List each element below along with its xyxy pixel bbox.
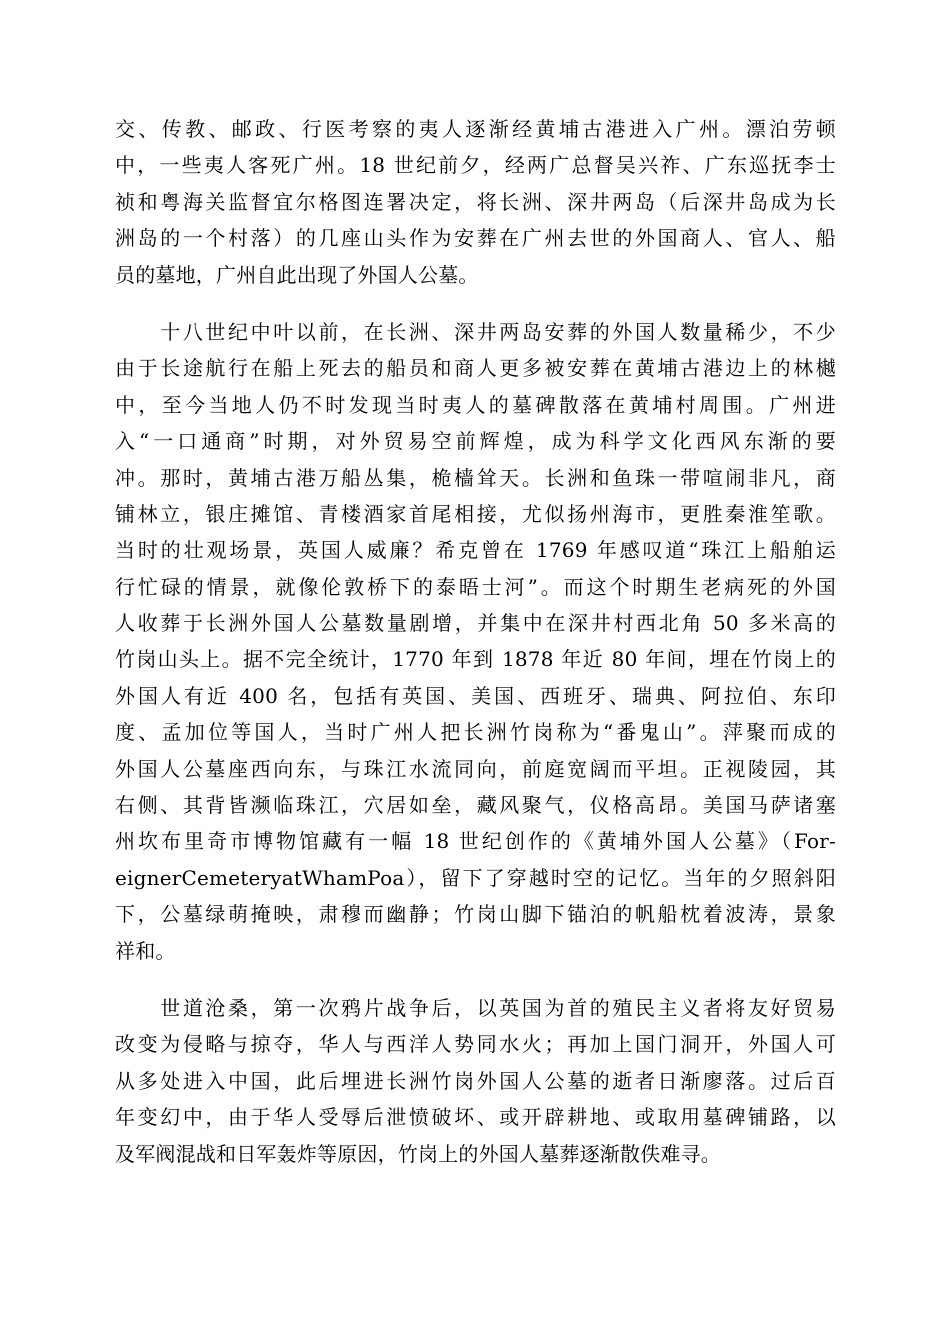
- text-line: 度、孟加位等国人，当时广州人把长洲竹岗称为“番鬼山”。萍聚而成的: [115, 720, 836, 745]
- text-line: 中，一些夷人客死广州。18 世纪前夕，经两广总督吴兴祚、广东巡抚李士: [115, 153, 836, 178]
- document-page: [115, 111, 836, 1172]
- paragraph-gap: [115, 293, 836, 314]
- text-line: 从多处进入中国，此后埋进长洲竹岗外国人公墓的逝者日渐廖落。过后百: [115, 1068, 836, 1093]
- text-line: 竹岗山头上。据不完全统计，1770 年到 1878 年近 80 年间，埋在竹岗上的: [115, 647, 836, 672]
- text-line: 改变为侵略与掠夺，华人与西洋人势同水火；再加上国门洞开，外国人可: [115, 1032, 836, 1057]
- text-line: 外国人公墓座西向东，与珠江水流同向，前庭宽阔而平坦。正视陵园，其: [115, 756, 836, 781]
- text-line: 由于长途航行在船上死去的船员和商人更多被安葬在黄埔古港边上的林樾: [115, 356, 836, 381]
- text-line: 人收葬于长洲外国人公墓数量剧增，并集中在深井村西北角 50 多米高的: [115, 611, 836, 636]
- text-line: 员的墓地，广州自此出现了外国人公墓。: [115, 262, 479, 287]
- text-line: 中，至今当地人仍不时发现当时夷人的墓碑散落在黄埔村周围。广州进: [115, 392, 836, 417]
- paragraph-3: [115, 990, 836, 1172]
- text-line: 交、传教、邮政、行医考察的夷人逐渐经黄埔古港进入广州。漂泊劳顿: [115, 117, 836, 141]
- text-line: 祯和粤海关监督宜尔格图连署决定，将长洲、深井两岛（后深井岛成为长: [115, 189, 836, 214]
- text-line: 外国人有近 400 名，包括有英国、美国、西班牙、瑞典、阿拉伯、东印: [115, 683, 836, 708]
- text-line: 年变幻中，由于华人受辱后泄愤破坏、或开辟耕地、或取用墓碑铺路，以: [115, 1105, 836, 1130]
- text-line: 洲岛的一个村落）的几座山头作为安葬在广州去世的外国商人、官人、船: [115, 226, 836, 251]
- text-line: 下，公墓绿萌掩映，肃穆而幽静；竹岗山脚下锚泊的帆船枕着波涛，景象: [115, 902, 836, 927]
- text-line: 行忙碌的情景，就像伦敦桥下的泰晤士河”。而这个时期生老病死的外国: [115, 574, 836, 599]
- paragraph-2: [115, 314, 836, 969]
- text-line: 当时的壮观场景，英国人威廉？希克曾在 1769 年感叹道“珠江上船舶运: [115, 538, 836, 563]
- text-line: 冲。那时，黄埔古港万船丛集，桅樯耸天。长洲和鱼珠一带喧闹非凡，商: [115, 465, 836, 490]
- text-line: 十八世纪中叶以前，在长洲、深井两岛安葬的外国人数量稀少，不少: [115, 319, 836, 344]
- text-line: eignerCemeteryatWhamPoa），留下了穿越时空的记忆。当年的夕照斜阳: [115, 865, 836, 890]
- text-line: 右侧、其背皆濒临珠江，穴居如垒，藏风聚气，仪格高昂。美国马萨诸塞: [115, 793, 836, 818]
- text-line: 及军阀混战和日军轰炸等原因，竹岗上的外国人墓葬逐渐散佚难寻。: [115, 1141, 721, 1166]
- text-line: 州坎布里奇市博物馆藏有一幅 18 世纪创作的《黄埔外国人公墓》（For-: [115, 829, 836, 854]
- text-line: 铺林立，银庄摊馆、青楼酒家首尾相接，尤似扬州海市，更胜秦淮笙歌。: [115, 501, 836, 526]
- text-line: 入“一口通商”时期，对外贸易空前辉煌，成为科学文化西风东渐的要: [115, 429, 836, 454]
- paragraph-gap: [115, 969, 836, 990]
- text-line: 世道沧桑，第一次鸦片战争后，以英国为首的殖民主义者将友好贸易: [115, 995, 836, 1020]
- text-line: 祥和。: [115, 938, 176, 963]
- paragraph-1: [115, 111, 836, 293]
